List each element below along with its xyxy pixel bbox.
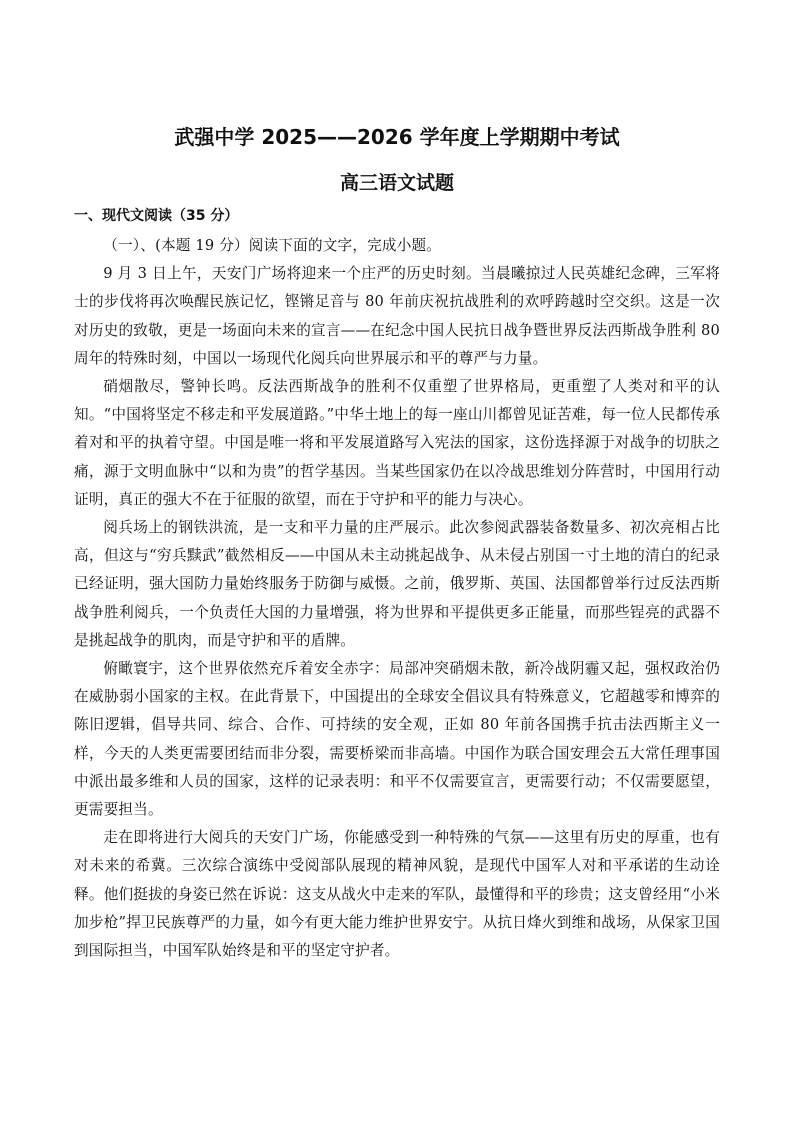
passage-paragraph-3: 阅兵场上的钢铁洪流，是一支和平力量的庄严展示。此次参阅武器装备数量多、初次亮相占比高，但这与“穷兵黩武”截然相反——中国从未主动挑起战争、从未侵占别国一寸土地的清白的纪录已经证明，强大国防力量始终服务于防御与威慑。之前，俄罗斯、英国、法国都曾举行过反法西斯战争胜利阅兵，一个负责任大国的力量增强，将为世界和平提供更多正能量，而那些锃亮的武器不是挑起战争的肌肉，而是守护和平的盾牌。	[74, 519, 720, 649]
passage-paragraph-5: 走在即将进行大阅兵的天安门广场，你能感受到一种特殊的气氛——这里有历史的厚重，也有对未来的希冀。三次综合演练中受阅部队展现的精神风貌，是现代中国军人对和平承诺的生动诠释。他们挺拔的身姿已然在诉说：这支从战火中走来的军队，最懂得和平的珍贵；这支曾经用“小米加步枪”捍卫民族尊严的力量，如今有更大能力维护世界安宁。从抗日烽火到维和战场，从保家卫国到国际担当，中国军队始终是和平的坚定守护者。	[74, 829, 720, 960]
section-heading: 一、现代文阅读（35 分）	[74, 208, 239, 224]
passage-paragraph-2: 硝烟散尽，警钟长鸣。反法西斯战争的胜利不仅重塑了世界格局，更重塑了人类对和平的认知。“中国将坚定不移走和平发展道路。”中华土地上的每一座山川都曾见证苦难，每一位人民都传承着对和平的执着守望。中国是唯一将和平发展道路写入宪法的国家，这份选择源于对战争的切肤之痛，源于文明血脉中“以和为贵”的哲学基因。当某些国家仍在以冷战思维划分阵营时，中国用行动证明，真正的强大不在于征服的欲望，而在于守护和平的能力与决心。	[74, 378, 720, 508]
reading-passage	[74, 232, 720, 965]
exam-title: 武强中学 2025——2026 学年度上学期期中考试	[174, 125, 620, 149]
passage-paragraph-4: 俯瞰寰宇，这个世界依然充斥着安全赤字：局部冲突硝烟未散，新冷战阴霾又起，强权政治仍在威胁弱小国家的主权。在此背景下，中国提出的全球安全倡议具有特殊意义，它超越零和博弈的陈旧逻辑，倡导共同、综合、合作、可持续的安全观，正如 80 年前各国携手抗击法西斯主义一样，今天的人类更需要团结而非分裂，需要桥梁而非高墙。中国作为联合国安理会五大常任理事国中派出最多维和人员的国家，这样的记录表明：和平不仅需要宣言，更需要行动；不仅需要愿望，更需要担当。	[74, 660, 720, 819]
passage-paragraph-1: 9 月 3 日上午，天安门广场将迎来一个庄严的历史时刻。当晨曦掠过人民英雄纪念碑，三军将士的步伐将再次唤醒民族记忆，铿锵足音与 80 年前庆祝抗战胜利的欢呼跨越时空交织。这是一次对历史的致敬，更是一场面向未来的宣言——在纪念中国人民抗日战争暨世界反法西斯战争胜利 80 周年的特殊时刻，中国以一场现代化阅兵向世界展示和平的尊严与力量。	[74, 265, 720, 367]
instruction-paragraph: （一）、(本题 19 分）阅读下面的文字，完成小题。	[103, 237, 442, 254]
exam-subtitle: 高三语文试题	[339, 172, 454, 194]
